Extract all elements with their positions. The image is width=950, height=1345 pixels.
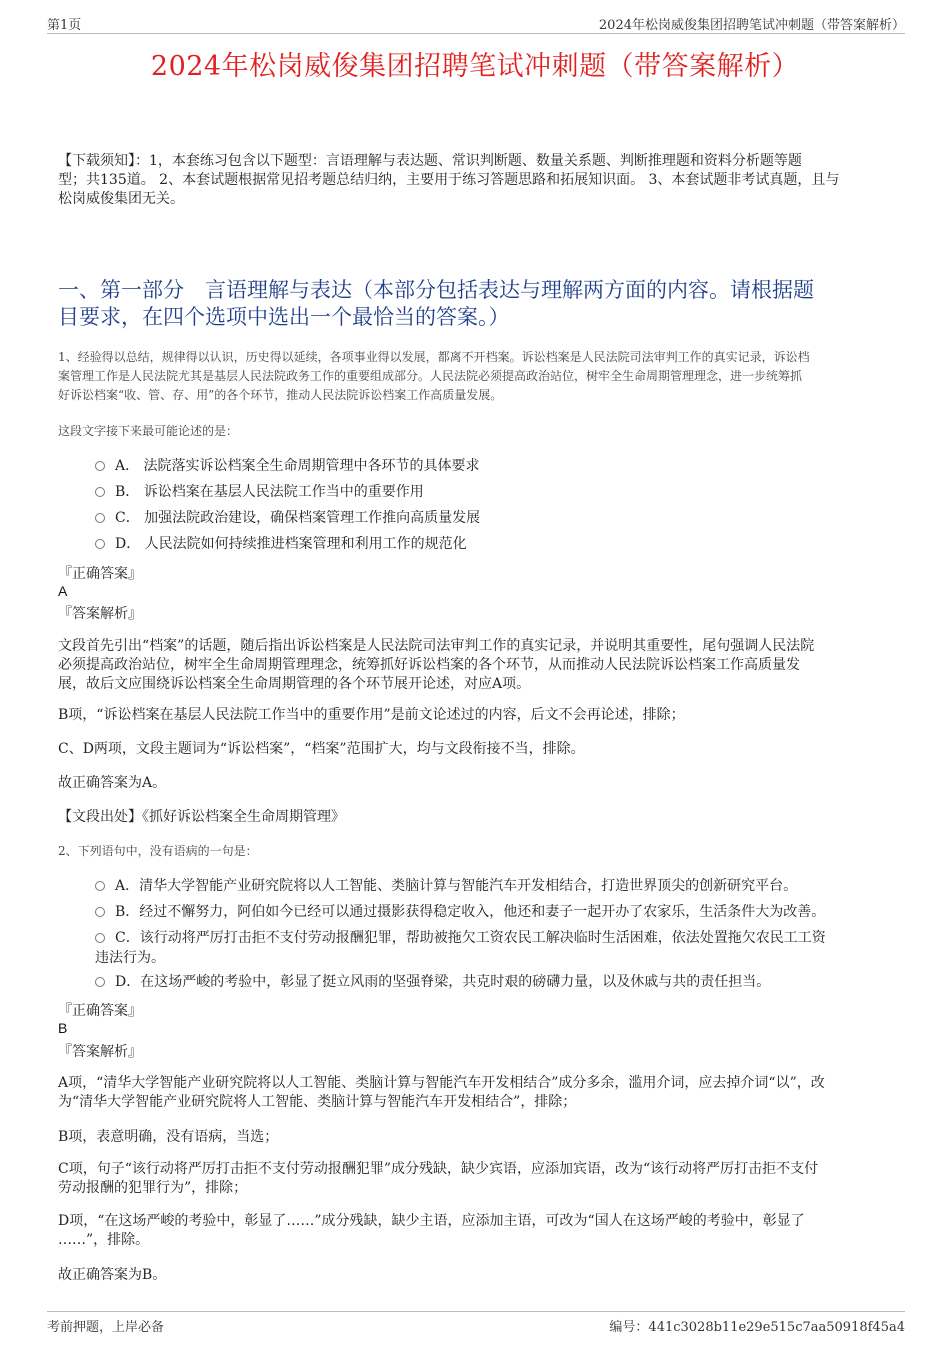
q1-option-c[interactable] bbox=[95, 509, 480, 528]
page-number: 第1页 bbox=[47, 18, 82, 33]
q1-option-a[interactable] bbox=[95, 457, 480, 476]
radio-icon[interactable] bbox=[95, 539, 105, 549]
radio-icon[interactable] bbox=[95, 881, 105, 891]
q2-option-c-continued: 违法行为。 bbox=[95, 950, 165, 966]
stem-line: 1、经验得以总结，规律得以认识，历史得以延续，各项事业得以发展，都离不开档案。诉讼档案是人民法院司法审判工作的真实记录，诉讼档 bbox=[58, 350, 810, 364]
section-heading-line: 目要求，在四个选项中选出一个最恰当的答案。） bbox=[58, 305, 510, 329]
option-text: D． 人民法院如何持续推进档案管理和利用工作的规范化 bbox=[115, 536, 467, 552]
document-title: 2024年松岗威俊集团招聘笔试冲刺题（带答案解析） bbox=[150, 51, 800, 82]
stem-line: 好诉讼档案“收、管、存、用”的各个环节，推动人民法院诉讼档案工作高质量发展。 bbox=[58, 388, 503, 402]
notice-line: 型；共135道。 2、本套试题根据常见招考题总结归纳，主要用于练习答题思路和拓展知识面。 3、本套试题非考试真题，且与 bbox=[58, 172, 840, 188]
document-serial: 编号：441c3028b11e29e515c7aa50918f45a4 bbox=[609, 1320, 905, 1335]
radio-icon[interactable] bbox=[95, 487, 105, 497]
option-text: D．在这场严峻的考验中，彰显了挺立风雨的坚强脊梁，共克时艰的磅礴力量，以及休戚与共的责任担当。 bbox=[115, 974, 771, 990]
q2-analysis-label: 『答案解析』 bbox=[58, 1044, 142, 1060]
q1-analysis-label: 『答案解析』 bbox=[58, 606, 142, 622]
section-heading bbox=[58, 277, 918, 331]
explanation-line: A项，“清华大学智能产业研究院将以人工智能、类脑计算与智能汽车开发相结合”成分多余，滥用介词，应去掉介词“以”，改 bbox=[58, 1075, 825, 1091]
footer-divider bbox=[47, 1311, 905, 1312]
option-text: A． 法院落实诉讼档案全生命周期管理中各环节的具体要求 bbox=[115, 458, 480, 474]
q2-option-a[interactable] bbox=[95, 877, 797, 896]
q2-explanation-a bbox=[58, 1074, 908, 1112]
question-2-stem: 2、下列语句中，没有语病的一句是： bbox=[58, 844, 258, 858]
option-text: B．经过不懈努力，阿伯如今已经可以通过摄影获得稳定收入，他还和妻子一起开办了农家乐，生活条件大为改善。 bbox=[115, 904, 826, 920]
section-heading-line: 一、第一部分 言语理解与表达（本部分包括表达与理解两方面的内容。请根据题 bbox=[58, 278, 814, 302]
explanation-line: D项，“在这场严峻的考验中，彰显了……”成分残缺，缺少主语，应添加主语，可改为“国人在这场严峻的考验中，彰显了 bbox=[58, 1213, 805, 1229]
option-text: C． 加强法院政治建设，确保档案管理工作推向高质量发展 bbox=[115, 510, 481, 526]
radio-icon[interactable] bbox=[95, 513, 105, 523]
explanation-line: 必须提高政治站位，树牢全生命周期管理理念，统筹抓好诉讼档案的各个环节，从而推动人民法院诉讼档案工作高质量发 bbox=[58, 657, 800, 673]
notice-line: 【下载须知】：1，本套练习包含以下题型：言语理解与表达题、常识判断题、数量关系题、判断推理题和资料分析题等题 bbox=[58, 153, 802, 169]
explanation-line: ……”，排除。 bbox=[58, 1232, 150, 1248]
q1-correct-answer: A bbox=[58, 583, 68, 599]
download-notice bbox=[58, 152, 908, 209]
explanation-line: 文段首先引出“档案”的话题，随后指出诉讼档案是人民法院司法审判工作的真实记录，并说明其重要性，尾句强调人民法院 bbox=[58, 638, 815, 654]
q2-explanation-b: B项，表意明确，没有语病，当选； bbox=[58, 1129, 279, 1145]
radio-icon[interactable] bbox=[95, 977, 105, 987]
q1-final-answer: 故正确答案为A。 bbox=[58, 775, 167, 791]
q2-explanation-d bbox=[58, 1212, 908, 1250]
q1-option-d[interactable] bbox=[95, 535, 467, 554]
header-divider bbox=[47, 33, 905, 34]
radio-icon[interactable] bbox=[95, 907, 105, 917]
option-text: A．清华大学智能产业研究院将以人工智能、类脑计算与智能汽车开发相结合，打造世界顶尖的创新研究平台。 bbox=[115, 878, 798, 894]
question-1-prompt: 这段文字接下来最可能论述的是： bbox=[58, 424, 239, 438]
question-1-stem bbox=[58, 348, 918, 405]
option-text: C．该行动将严厉打击拒不支付劳动报酬犯罪，帮助被拖欠工资农民工解决临时生活困难，依法处置拖欠农民工工资 bbox=[115, 930, 826, 946]
explanation-line: C项，句子“该行动将严厉打击拒不支付劳动报酬犯罪”成分残缺，缺少宾语，应添加宾语，改为“该行动将严厉打击拒不支付 bbox=[58, 1161, 819, 1177]
q2-correct-answer: B bbox=[58, 1020, 68, 1036]
q1-option-b[interactable] bbox=[95, 483, 424, 502]
q1-source: 【文段出处】《抓好诉讼档案全生命周期管理》 bbox=[58, 809, 345, 825]
stem-line: 案管理工作是人民法院尤其是基层人民法院政务工作的重要组成部分。人民法院必须提高政治站位，树牢全生命周期管理理念，进一步统筹抓 bbox=[58, 369, 803, 383]
q2-option-c[interactable] bbox=[95, 929, 895, 948]
q1-explanation-b: B项，“诉讼档案在基层人民法院工作当中的重要作用”是前文论述过的内容，后文不会再论述，排除； bbox=[58, 707, 685, 723]
q1-explanation-cd: C、D两项，文段主题词为“诉讼档案”，“档案”范围扩大，均与文段衔接不当，排除。 bbox=[58, 741, 585, 757]
option-text: B． 诉讼档案在基层人民法院工作当中的重要作用 bbox=[115, 484, 424, 500]
q2-explanation-c bbox=[58, 1160, 908, 1198]
q2-option-b[interactable] bbox=[95, 903, 825, 922]
explanation-line: 展，故后文应围绕诉讼档案全生命周期管理的各个环节展开论述，对应A项。 bbox=[58, 676, 531, 692]
radio-icon[interactable] bbox=[95, 461, 105, 471]
footer-slogan: 考前押题，上岸必备 bbox=[47, 1320, 165, 1335]
radio-icon[interactable] bbox=[95, 933, 105, 943]
q2-option-d[interactable] bbox=[95, 973, 770, 992]
q2-final-answer: 故正确答案为B。 bbox=[58, 1267, 167, 1283]
q2-correct-label: 『正确答案』 bbox=[58, 1003, 142, 1019]
notice-line: 松岗威俊集团无关。 bbox=[58, 191, 184, 207]
running-header-title: 2024年松岗威俊集团招聘笔试冲刺题（带答案解析） bbox=[598, 18, 905, 33]
explanation-line: 为“清华大学智能产业研究院将人工智能、类脑计算与智能汽车开发相结合”，排除； bbox=[58, 1094, 577, 1110]
q1-explanation bbox=[58, 637, 908, 694]
q1-correct-label: 『正确答案』 bbox=[58, 566, 142, 582]
explanation-line: 劳动报酬的犯罪行为”，排除； bbox=[58, 1180, 248, 1196]
